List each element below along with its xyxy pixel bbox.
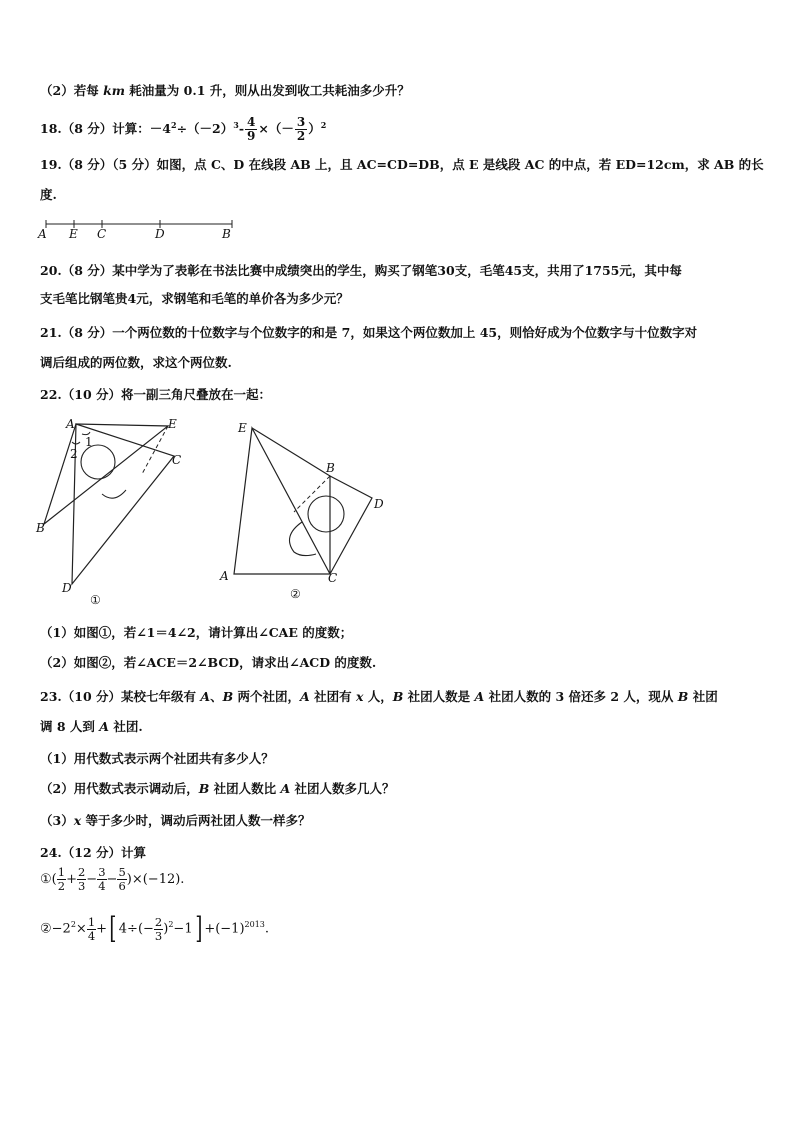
fig2-label-A: A bbox=[220, 569, 229, 583]
q21-line2: 调后组成的两位数，求这个两位数. bbox=[40, 355, 232, 370]
fig1-label-A: A bbox=[66, 417, 75, 431]
fig1-angle-1: 1 bbox=[85, 435, 93, 449]
circle-hole-1 bbox=[81, 445, 115, 479]
triangle-BDC bbox=[330, 476, 372, 574]
q20-line1: 20.（8 分）某中学为了表彰在书法比赛中成绩突出的学生，购买了钢笔30支，毛笔45支，共用了1755元，其中每 bbox=[40, 263, 682, 278]
q22-title: 22.（10 分）将一副三角尺叠放在一起： bbox=[40, 387, 271, 402]
fig1-angle-2: 2 bbox=[70, 447, 78, 461]
q18-fraction-2: $\frac{3}{2}$ bbox=[296, 115, 306, 144]
point-label-C: C bbox=[97, 227, 107, 241]
triangle-EAC bbox=[234, 428, 330, 574]
q23-part2: （2）用代数式表示调动后，B 社团人数比 A 社团人数多几人？ bbox=[40, 781, 395, 796]
figure-2 bbox=[210, 414, 400, 610]
q24-expression-2: $②-2^2\times$ $\frac{1}{4}$ +[ 4÷(− $\frac{2}{3}$ )$^2-1] +(-1)^{2013}$. bbox=[40, 911, 270, 946]
point-label-A: A bbox=[38, 227, 47, 241]
circle-hole-2 bbox=[308, 496, 344, 532]
q24-title: 24.（12 分）计算 bbox=[40, 845, 146, 860]
q19-line1: 19.（8 分）（5 分）如图，点 C、D 在线段 AB 上，且 AC=CD=DB，点 E 是线段 AC 的中点，若 ED=12cm，求 AB 的长 bbox=[40, 157, 764, 172]
fig2-label-D: D bbox=[374, 497, 384, 511]
q23-part1: （1）用代数式表示两个社团共有多少人？ bbox=[40, 751, 274, 766]
point-label-E: E bbox=[69, 227, 78, 241]
fig1-label-B: B bbox=[36, 521, 45, 535]
point-label-D: D bbox=[155, 227, 165, 241]
q23-line1: 23.（10 分）某校七年级有 A、B 两个社团，A 社团有 x 人，B 社团人数是 A 社团人数的 3 倍还多 2 人，现从 B 社团 bbox=[40, 689, 718, 704]
q22-part2: （2）如图②，若∠ACE＝2∠BCD，请求出∠ACD 的度数. bbox=[40, 655, 377, 670]
triangle-AEB bbox=[44, 424, 168, 524]
q20-line2: 支毛笔比钢笔贵4元，求钢笔和毛笔的单价各为多少元？ bbox=[40, 291, 349, 306]
q17-part2: （2）若每 km 耗油量为 0.1 升，则从出发到收工共耗油多少升？ bbox=[40, 83, 410, 98]
q21-line1: 21.（8 分）一个两位数的十位数字与个位数字的和是 7，如果这个两位数加上 45，则恰好成为个位数字与十位数字对 bbox=[40, 325, 698, 340]
q18: 18.（8 分）计算：$-4^2\div(-2)^3-$ $\frac{4}{9}$ ×（－ $\frac{3}{2}$ ）$^2$ bbox=[40, 115, 327, 144]
fig2-label-B: B bbox=[326, 461, 335, 475]
q24-expression-1: ①( $\frac{1}{2}$ + $\frac{2}{3}$ − $\frac{3}{4}$ − $\frac{5}{6}$ )×(−12). bbox=[40, 865, 185, 893]
q23-part3: （3）x 等于多少时，调动后两社团人数一样多？ bbox=[40, 813, 311, 828]
q19-line2: 度. bbox=[40, 187, 57, 202]
fig1-tag: ① bbox=[90, 593, 101, 607]
point-label-B: B bbox=[222, 227, 231, 241]
q18-fraction-1: $\frac{4}{9}$ bbox=[247, 115, 256, 144]
fig1-label-D: D bbox=[62, 581, 72, 595]
fig1-label-C: C bbox=[172, 453, 182, 467]
fig1-label-E: E bbox=[168, 417, 177, 431]
segment-figure bbox=[36, 216, 246, 248]
fig2-label-C: C bbox=[328, 571, 338, 585]
figure-1 bbox=[30, 412, 200, 616]
q23-line2: 调 8 人到 A 社团. bbox=[40, 719, 143, 734]
fig2-label-E: E bbox=[238, 421, 247, 435]
fig2-tag: ② bbox=[290, 587, 301, 601]
q22-part1: （1）如图①，若∠1＝4∠2，请计算出∠CAE 的度数； bbox=[40, 625, 353, 640]
